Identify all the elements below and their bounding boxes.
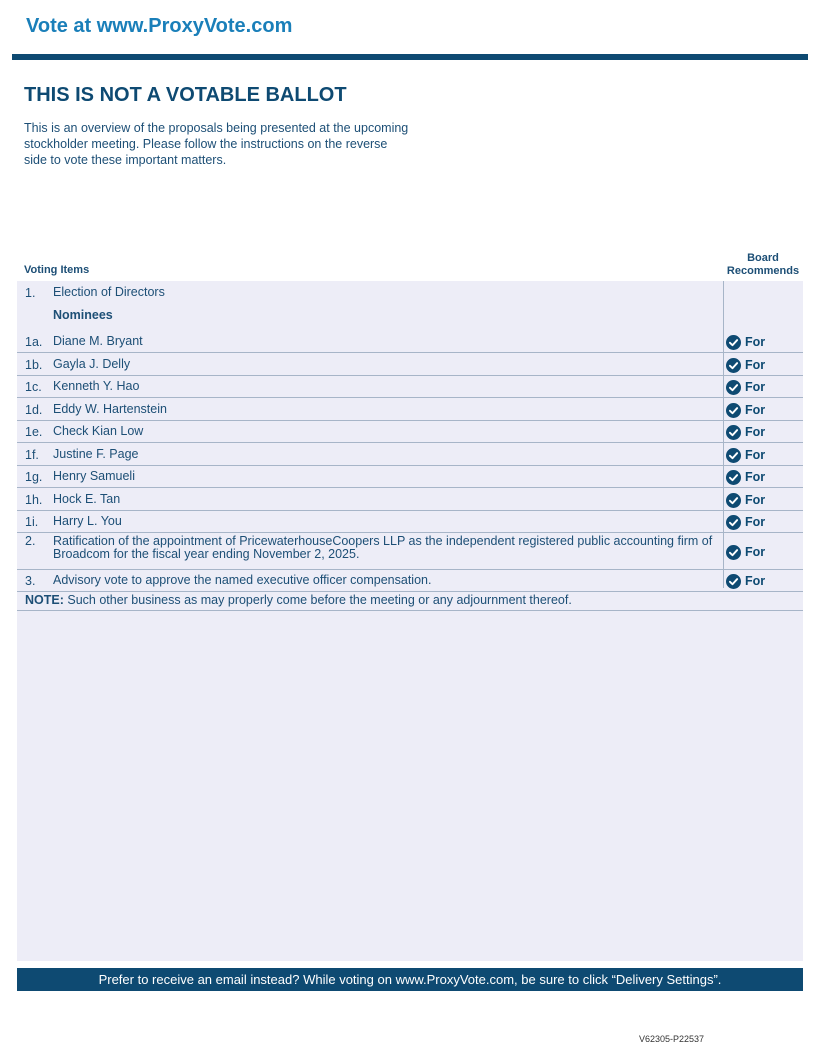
board-recommendation <box>726 574 765 589</box>
check-circle-icon <box>726 545 745 560</box>
item-number: 1. <box>25 286 36 300</box>
proposal-row <box>17 421 803 443</box>
item-number: 1i. <box>25 515 39 529</box>
row-divider <box>17 442 803 443</box>
item-text: Gayla J. Delly <box>53 357 131 371</box>
check-circle-icon <box>726 448 745 463</box>
recommendation-label: For <box>745 515 766 529</box>
proposal-row <box>17 511 803 533</box>
recommendation-label: For <box>745 403 766 417</box>
proposal-row <box>17 489 803 511</box>
item-text: Justine F. Page <box>53 447 139 461</box>
item-text: Kenneth Y. Hao <box>53 379 140 393</box>
board-recommends-line1: Board <box>747 252 779 264</box>
board-recommendation <box>726 448 765 463</box>
board-recommends-header <box>723 252 803 278</box>
recommendation-label: For <box>745 574 766 588</box>
recommendation-label: For <box>745 380 766 394</box>
item-text: Henry Samueli <box>53 469 135 483</box>
proxyvote-link[interactable]: Vote at www.ProxyVote.com <box>26 15 293 37</box>
proposal-row <box>17 570 803 592</box>
item-number: 1h. <box>25 493 43 507</box>
row-divider <box>17 397 803 398</box>
item-text: Hock E. Tan <box>53 492 121 506</box>
recommendation-label: For <box>745 493 766 507</box>
recommendation-label: For <box>745 545 766 559</box>
proposal-row <box>17 444 803 466</box>
proposal-row <box>17 376 803 398</box>
item-text: Advisory vote to approve the named executive officer compensation. <box>53 573 432 587</box>
row-divider <box>17 352 803 353</box>
board-recommendation <box>726 515 765 530</box>
voting-items-header: Voting Items <box>24 264 90 276</box>
item-text: Eddy W. Hartenstein <box>53 402 167 416</box>
check-circle-icon <box>726 358 745 373</box>
item-number: 1e. <box>25 425 43 439</box>
nominees-label: Nominees <box>53 308 113 322</box>
board-recommendation <box>726 403 765 418</box>
recommendation-label: For <box>745 335 766 349</box>
item-number: 1d. <box>25 403 43 417</box>
nominees-row <box>17 309 803 327</box>
note-row <box>17 593 803 609</box>
item-text: Check Kian Low <box>53 424 144 438</box>
item-number: 1c. <box>25 380 42 394</box>
item-number: 3. <box>25 574 36 588</box>
note-label: NOTE: <box>25 593 64 607</box>
item-text: Election of Directors <box>53 285 165 299</box>
item-text: Diane M. Bryant <box>53 334 143 348</box>
item-text: Harry L. You <box>53 514 122 528</box>
check-circle-icon <box>726 425 745 440</box>
document-code: V62305-P22537 <box>638 1034 704 1044</box>
check-circle-icon <box>726 470 745 485</box>
check-circle-icon <box>726 515 745 530</box>
item-text: Ratification of the appointment of PricewaterhouseCoopers LLP as the independent registered public accounting firm of Broadcom for the fiscal year ending November 2, 2025. <box>53 534 713 561</box>
recommendation-label: For <box>745 425 766 439</box>
proposal-row <box>17 399 803 421</box>
board-recommends-line2: Recommends <box>726 265 800 277</box>
check-circle-icon <box>726 380 745 395</box>
board-recommendation <box>726 335 765 350</box>
row-divider <box>17 610 803 611</box>
check-circle-icon <box>726 493 745 508</box>
item-number: 1g. <box>25 470 43 484</box>
recommendation-label: For <box>745 358 766 372</box>
row-divider <box>17 591 803 592</box>
board-recommendation <box>726 358 765 373</box>
item-number: 1f. <box>25 448 39 462</box>
item-number: 1b. <box>25 358 43 372</box>
header-rule <box>12 54 808 60</box>
check-circle-icon <box>726 574 745 589</box>
recommendation-label: For <box>745 448 766 462</box>
recommendation-label: For <box>745 470 766 484</box>
delivery-settings-banner: Prefer to receive an email instead? While voting on www.ProxyVote.com, be sure to click “Delivery Settings”. <box>17 968 803 991</box>
board-recommendation <box>726 545 765 560</box>
proposal-row-1 <box>17 286 803 304</box>
proposal-row <box>17 331 803 353</box>
page-title: THIS IS NOT A VOTABLE BALLOT <box>24 84 347 106</box>
check-circle-icon <box>726 403 745 418</box>
board-recommendation <box>726 493 765 508</box>
row-divider <box>17 532 803 533</box>
note-text: Such other business as may properly come before the meeting or any adjournment thereof. <box>63 593 572 607</box>
board-recommendation <box>726 425 765 440</box>
item-number: 1a. <box>25 335 43 349</box>
board-recommendation <box>726 470 765 485</box>
proposal-row <box>17 354 803 376</box>
row-divider <box>17 487 803 488</box>
board-recommendation <box>726 380 765 395</box>
item-number: 2. <box>25 534 36 548</box>
proposal-row <box>17 534 803 570</box>
proposal-row <box>17 466 803 488</box>
intro-text: This is an overview of the proposals being presented at the upcoming stockholder meeting. Please follow the instructions on the reverse side to vote these important matters. <box>24 121 409 167</box>
check-circle-icon <box>726 335 745 350</box>
